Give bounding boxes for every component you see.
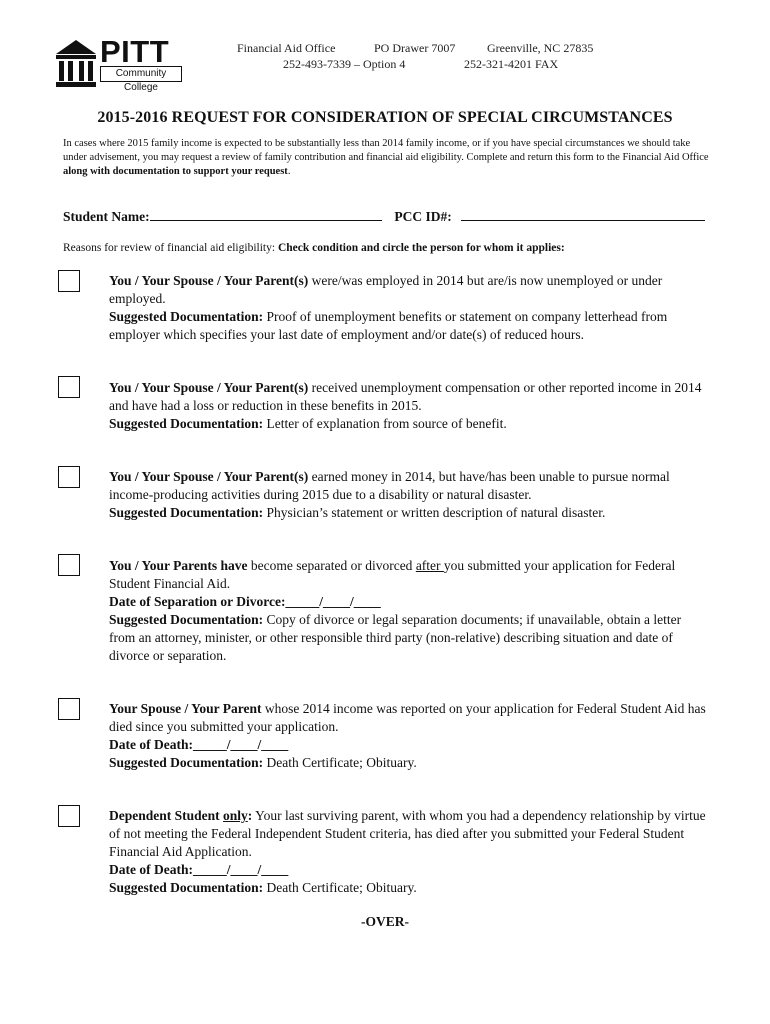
condition-who: Your Spouse / Your Parent (109, 701, 262, 716)
header-address: PO Drawer 7007 (374, 41, 456, 55)
intro-paragraph (63, 137, 711, 179)
header-fax: 252-321-4201 FAX (464, 57, 559, 71)
condition-text: become separated or divorced (247, 558, 416, 573)
pcc-id-label: PCC ID#: (394, 209, 452, 224)
condition-who-colon: : (247, 808, 253, 823)
checkbox-dependent-parent-died[interactable] (58, 805, 80, 827)
college-logo (54, 34, 182, 93)
intro-end: . (287, 166, 291, 177)
logo-subtitle: Community College (100, 66, 182, 82)
condition-unemployed (109, 272, 707, 344)
condition-who: You / Your Spouse / Your Parent(s) (109, 273, 309, 288)
death-date-label: Date of Death:_____/____/____ (109, 862, 289, 877)
header-city: Greenville, NC 27835 (487, 41, 594, 55)
doc-label: Suggested Documentation: (109, 612, 264, 627)
condition-who: Dependent Student (109, 808, 224, 823)
doc-text: Proof of unemployment benefits or statement on company letterhead from employer which specifies your last date of employment and/or date(s) of reduced hours. (109, 309, 668, 342)
doc-label: Suggested Documentation: (109, 309, 264, 324)
checkbox-spouse-parent-died[interactable] (58, 698, 80, 720)
doc-label: Suggested Documentation: (109, 505, 264, 520)
condition-text-end: you submitted your application for Federal Student Financial Aid. (109, 558, 676, 591)
intro-text: In cases where 2015 family income is expected to be substantially less than 2014 family income, or if you have special circumstances we should take under advisement, you may request a review of family contribution and financial aid eligibility. Complete and return this form to the Financial Aid Office (63, 138, 709, 163)
checkbox-divorce[interactable] (58, 554, 80, 576)
condition-who: You / Your Spouse / Your Parent(s) (109, 380, 309, 395)
condition-who: You / Your Parents have (109, 558, 248, 573)
doc-label: Suggested Documentation: (109, 416, 264, 431)
doc-label: Suggested Documentation: (109, 755, 264, 770)
doc-text: Copy of divorce or legal separation documents; if unavailable, obtain a letter from an attorney, minister, or other responsible third party (non-relative) describing situation and date of divorce or separation. (109, 612, 682, 663)
condition-text: received unemployment compensation or other reported income in 2014 and have had a loss or reduction in these benefits in 2015. (109, 380, 702, 413)
reasons-instruction: Check condition and circle the person for whom it applies: (277, 242, 565, 254)
checkbox-unemployed[interactable] (58, 270, 80, 292)
reasons-line (63, 242, 565, 254)
student-name-label: Student Name: (63, 209, 150, 224)
college-emblem-icon (54, 38, 98, 88)
condition-text: were/was employed in 2014 but are/is now unemployed or under employed. (109, 273, 663, 306)
condition-dependent-parent-died (109, 807, 707, 897)
doc-label: Suggested Documentation: (109, 880, 264, 895)
form-title: 2015-2016 REQUEST FOR CONSIDERATION OF SPECIAL CIRCUMSTANCES (97, 109, 673, 126)
reasons-label: Reasons for review of financial aid eligibility: (63, 242, 278, 254)
doc-text: Death Certificate; Obituary. (263, 880, 417, 895)
pcc-id-field[interactable] (461, 208, 705, 221)
condition-who-underlined: only (223, 808, 248, 823)
student-info-row (63, 208, 705, 225)
intro-bold-text: along with documentation to support your request (63, 166, 288, 177)
condition-spouse-parent-died (109, 700, 707, 772)
condition-divorce (109, 557, 707, 665)
logo-wordmark: PITT (100, 34, 170, 69)
header-office: Financial Aid Office (237, 41, 336, 55)
checkbox-disability[interactable] (58, 466, 80, 488)
death-date-label: Date of Death:_____/____/____ (109, 737, 289, 752)
doc-text: Death Certificate; Obituary. (263, 755, 417, 770)
condition-who: You / Your Spouse / Your Parent(s) (109, 469, 309, 484)
page-over-indicator: -OVER- (361, 914, 409, 929)
doc-text: Physician’s statement or written description of natural disaster. (263, 505, 606, 520)
condition-benefit-loss (109, 379, 707, 433)
condition-text-underlined: after (415, 558, 444, 573)
condition-text: whose 2014 income was reported on your application for Federal Student Aid has died since you submitted your application. (109, 701, 706, 734)
condition-disability (109, 468, 707, 522)
student-name-field[interactable] (150, 208, 382, 221)
doc-text: Letter of explanation from source of benefit. (263, 416, 507, 431)
condition-text: Your last surviving parent, with whom you had a dependency relationship by virtue of not meeting the Federal Independent Student criteria, has died after you submitted your Federal Student Financial Aid Application. (109, 808, 706, 859)
checkbox-benefit-loss[interactable] (58, 376, 80, 398)
header-phone: 252-493-7339 – Option 4 (283, 57, 406, 71)
condition-text: earned money in 2014, but have/has been unable to pursue normal income-producing activities during 2015 due to a disability or natural disaster. (109, 469, 670, 502)
separation-date-label: Date of Separation or Divorce:_____/____/____ (109, 594, 381, 609)
